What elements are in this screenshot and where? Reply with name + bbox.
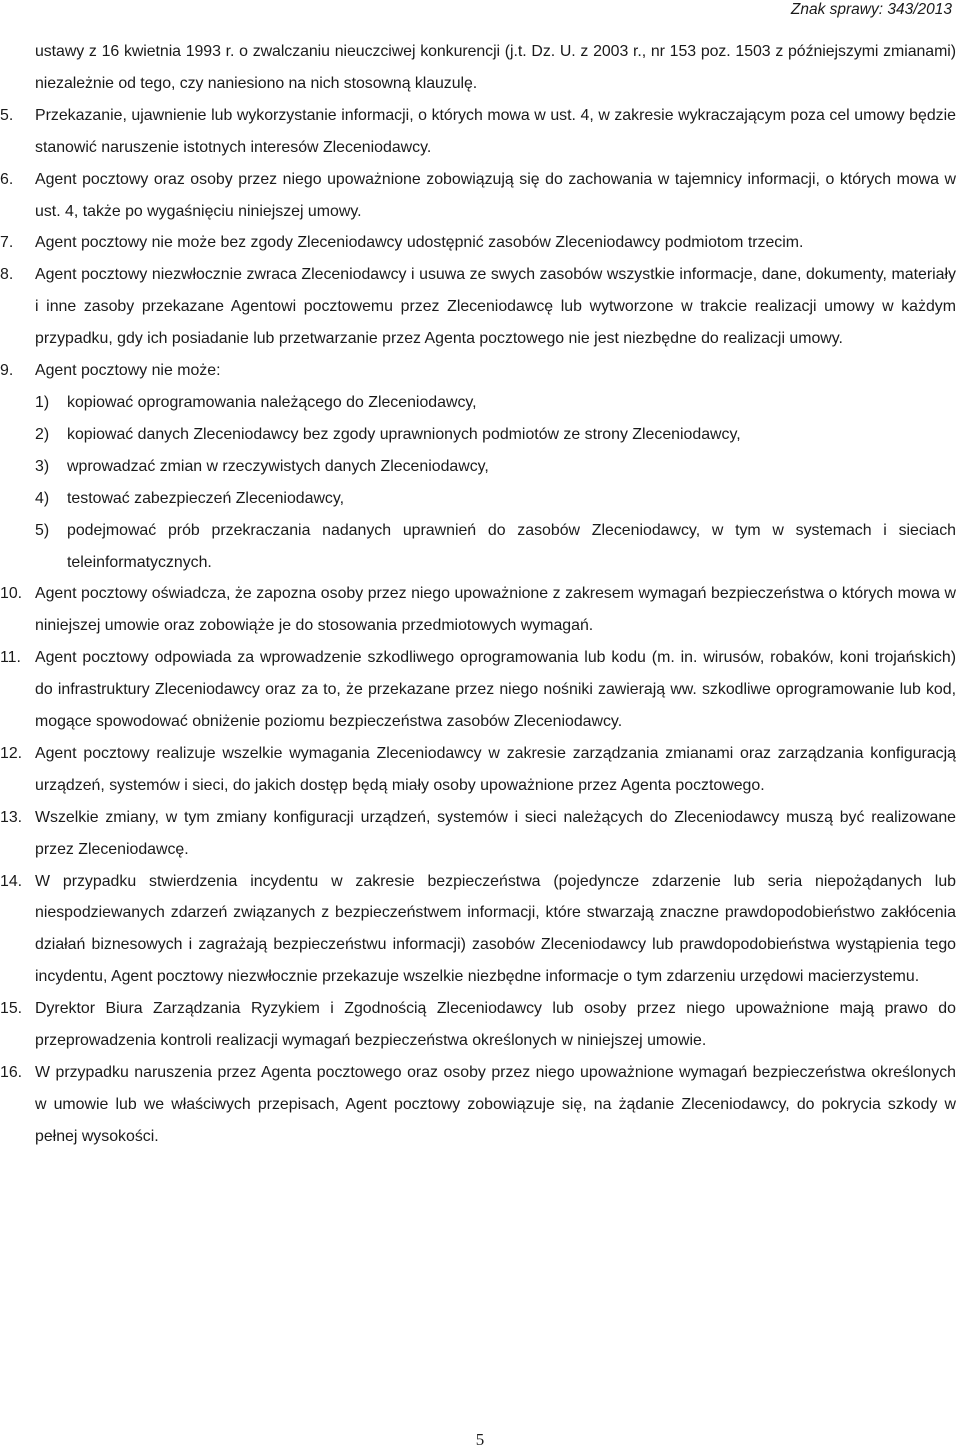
case-number-header: Znak sprawy: 343/2013 [790, 1, 952, 18]
continuation-paragraph: ustawy z 16 kwietnia 1993 r. o zwalczaniu nieuczciwej konkurencji (j.t. Dz. U. z 2003 r., nr 153 poz. 1503 z późniejszymi zmianami) niezależnie od tego, czy naniesiono na nich stosowną klauzulę. [35, 43, 956, 92]
subitem-3 [0, 451, 960, 483]
item-12 [0, 738, 960, 802]
item-text: Agent pocztowy oświadcza, że zapozna osoby przez niego upoważnione z zakresem wymagań bezpieczeństwa o których mowa w niniejszej umowie oraz zobowiąże je do stosowania przedmiotowych wymagań. [35, 585, 956, 635]
item-text: Agent pocztowy nie może bez zgody Zleceniodawcy udostępnić zasobów Zleceniodawcy podmiotom trzecim. [35, 234, 804, 252]
item-14 [0, 866, 960, 994]
item-number: 5. [0, 106, 14, 124]
item-16 [0, 1057, 960, 1153]
item-text: Agent pocztowy niezwłocznie zwraca Zleceniodawcy i usuwa ze swych zasobów wszystkie informacje, dane, dokumenty, materiały i inne zasoby przekazane Agentowi pocztowemu przez Zleceniodawcę lub wytworzone w trakcie realizacji umowy w każdym przypadku, gdy ich posiadanie lub przetwarzanie przez Agenta pocztowego nie jest niezbędne do realizacji umowy. [35, 266, 956, 348]
item-number: 14. [0, 872, 23, 890]
item-number: 16. [0, 1064, 23, 1081]
subitem-text: kopiować danych Zleceniodawcy bez zgody uprawnionych podmiotów ze strony Zleceniodawcy, [67, 425, 741, 443]
subitem-number: 2) [35, 425, 50, 443]
item-number: 13. [0, 808, 23, 826]
subitem-text: podejmować prób przekraczania nadanych uprawnień do zasobów Zleceniodawcy, w tym w systemach i sieciach teleinformatycznych. [67, 521, 956, 571]
page-number: 5 [475, 1430, 485, 1449]
item-6 [0, 164, 960, 228]
subitem-text: kopiować oprogramowania należącego do Zleceniodawcy, [67, 393, 477, 411]
item-text: W przypadku stwierdzenia incydentu w zakresie bezpieczeństwa (pojedyncze zdarzenie lub seria niepożądanych lub niespodziewanych zdarzeń związanych z bezpieczeństwem informacji, które stwarzają znaczne prawdopodobieństwo zakłócenia działań biznesowych i zagrażają bezpieczeństwu informacji) zasobów Zleceniodawcy lub prawdopodobieństwa wystąpienia tego incydentu, Agent pocztowy niezwłocznie przekazuje wszelkie niezbędne informacje o tym zdarzeniu urzędowi macierzystemu. [35, 872, 956, 986]
item-number: 10. [0, 585, 23, 603]
subitem-1 [0, 387, 960, 419]
subitem-number: 1) [35, 393, 50, 411]
item-number: 7. [0, 234, 14, 252]
subitem-number: 5) [35, 521, 50, 539]
item-7 [0, 227, 960, 259]
item-text: Agent pocztowy odpowiada za wprowadzenie szkodliwego oprogramowania lub kodu (m. in. wirusów, robaków, koni trojańskich) do infrastruktury Zleceniodawcy oraz za to, że przekazane przez niego nośniki zawierają ww. szkodliwe oprogramowanie lub kod, mogące spowodować obniżenie poziomu bezpieczeństwa zasobów Zleceniodawcy. [35, 649, 956, 731]
item-text: Przekazanie, ujawnienie lub wykorzystanie informacji, o których mowa w ust. 4, w zakresie wykraczającym poza cel umowy będzie stanowić naruszenie istotnych interesów Zleceniodawcy. [35, 106, 956, 156]
item-number: 15. [0, 1000, 23, 1018]
item-15 [0, 993, 960, 1057]
item-13 [0, 802, 960, 866]
subitem-text: wprowadzać zmian w rzeczywistych danych Zleceniodawcy, [67, 457, 489, 475]
subitem-number: 4) [35, 489, 50, 507]
subitem-4 [0, 483, 960, 515]
item-text: W przypadku naruszenia przez Agenta pocztowego oraz osoby przez niego upoważnione wymagań bezpieczeństwa określonych w umowie lub we właściwych przepisach, Agent pocztowy zobowiązuje się, na żądanie Zleceniodawcy, do pokrycia szkody w pełnej wysokości. [35, 1064, 956, 1145]
item-text: Agent pocztowy oraz osoby przez niego upoważnione zobowiązują się do zachowania w tajemnicy informacji, o których mowa w ust. 4, także po wygaśnięciu niniejszej umowy. [35, 170, 956, 220]
subitem-text: testować zabezpieczeń Zleceniodawcy, [67, 489, 345, 507]
subitem-5 [0, 515, 960, 579]
item-number: 11. [0, 649, 21, 667]
item-9 [0, 355, 960, 387]
item-number: 6. [0, 170, 14, 188]
item-text: Agent pocztowy nie może: [35, 362, 221, 380]
item-number: 12. [0, 744, 23, 762]
item-11 [0, 642, 960, 738]
document-body [0, 36, 960, 1153]
item-text: Dyrektor Biura Zarządzania Ryzykiem i Zgodnością Zleceniodawcy lub osoby przez niego upoważnione mają prawo do przeprowadzenia kontroli realizacji wymagań bezpieczeństwa określonych w niniejszej umowie. [35, 1000, 956, 1050]
subitem-2 [0, 419, 960, 451]
item-text: Agent pocztowy realizuje wszelkie wymagania Zleceniodawcy w zakresie zarządzania zmianami oraz zarządzania konfiguracją urządzeń, systemów i sieci, do jakich dostęp będą miały osoby upoważnione przez Agenta pocztowego. [35, 744, 956, 794]
item-8 [0, 259, 960, 355]
item-number: 8. [0, 266, 14, 284]
item-text: Wszelkie zmiany, w tym zmiany konfiguracji urządzeń, systemów i sieci należących do Zleceniodawcy muszą być realizowane przez Zleceniodawcę. [35, 808, 956, 858]
subitem-number: 3) [35, 457, 50, 475]
item-5 [0, 100, 960, 164]
item-10 [0, 578, 960, 642]
item-number: 9. [0, 362, 14, 380]
